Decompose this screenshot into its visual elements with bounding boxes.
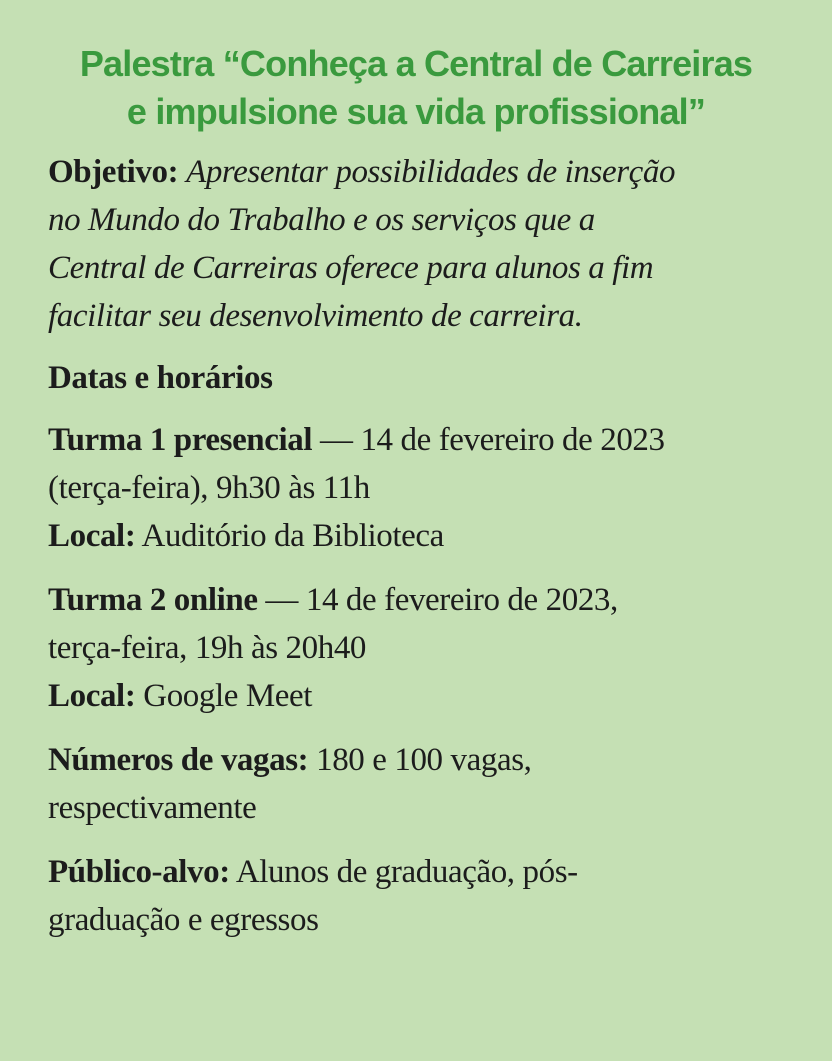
publico-value: Alunos de graduação, pós-: [229, 854, 578, 890]
vagas-value-line-2: respectivamente: [48, 790, 257, 826]
turma-1-local-label: Local:: [48, 518, 136, 554]
vagas-label: Números de vagas:: [48, 742, 309, 778]
objective-text-line-1: Apresentar possibilidades de inserção: [186, 154, 676, 190]
objective-text-line-3: Central de Carreiras oferece para alunos a fim: [48, 250, 654, 286]
turma-2-time: terça-feira, 19h às 20h40: [48, 630, 367, 666]
schedule-heading-block: [48, 354, 792, 402]
publico-value-line-2: graduação e egressos: [48, 902, 319, 938]
turma-2-section: [48, 576, 792, 720]
event-title-line-2: e impulsione sua vida profissional”: [126, 91, 706, 132]
vagas-value: 180 e 100 vagas,: [308, 742, 532, 778]
objective-text-line-4: facilitar seu desenvolvimento de carreira.: [48, 298, 583, 334]
event-title-line-1: Palestra “Conheça a Central de Carreiras: [79, 43, 753, 84]
turma-2-local-label: Local:: [48, 678, 136, 714]
objective-text-line-2: no Mundo do Trabalho e os serviços que a: [48, 202, 595, 238]
publico-section: [48, 848, 792, 944]
turma-1-date: — 14 de fevereiro de 2023: [312, 422, 665, 458]
turma-1-local-value: Auditório da Biblioteca: [135, 518, 444, 554]
turma-1-label: Turma 1 presencial: [48, 422, 313, 458]
turma-2-local-value: Google Meet: [135, 678, 313, 714]
objective-section: [48, 148, 792, 340]
objective-label: Objetivo:: [48, 154, 179, 190]
event-details: [48, 148, 792, 944]
publico-label: Público-alvo:: [48, 854, 230, 890]
turma-1-section: [48, 416, 792, 560]
turma-2-date: — 14 de fevereiro de 2023,: [257, 582, 618, 618]
schedule-heading: Datas e horários: [48, 360, 273, 396]
vagas-section: [48, 736, 792, 832]
turma-1-time: (terça-feira), 9h30 às 11h: [48, 470, 370, 506]
turma-2-label: Turma 2 online: [48, 582, 258, 618]
event-title: [40, 40, 792, 136]
